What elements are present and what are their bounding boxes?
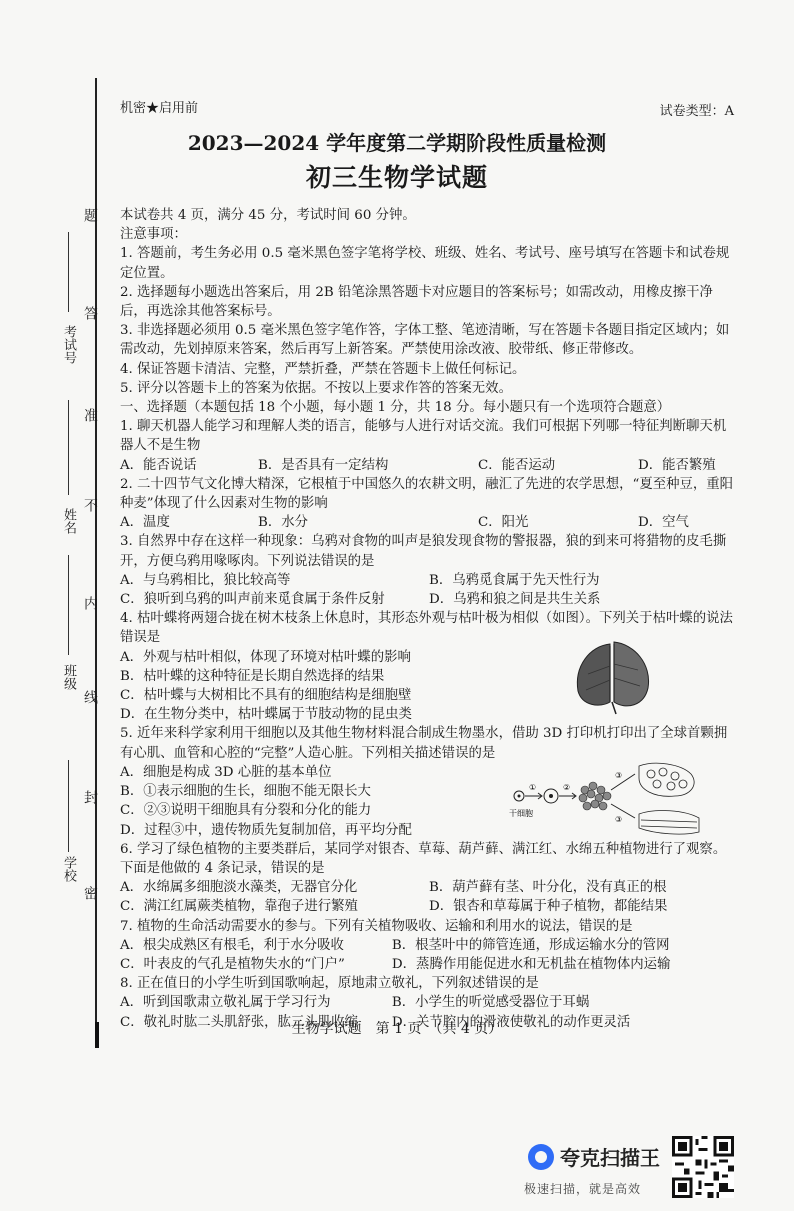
option: C．敬礼时肱二头肌舒张，肱三头肌收缩 [120,1014,358,1030]
seal-word: 不 [82,498,98,512]
margin-blank-line [68,760,69,852]
option: D．银杏和草莓属于种子植物，都能结果 [429,899,668,915]
notes-heading: 注意事项： [120,227,187,243]
step-2-label: ② [563,783,571,792]
note-item: 1. 答题前，考生务必用 0.5 毫米黑色签字笔将学校、班级、姓名、考试号、座号填写在答题卡和试卷规定位置。 [120,246,730,281]
question-stem: 1. 聊天机器人能学习和理解人类的语言，能够与人进行对话交流。我们可根据下列哪一特征判断聊天机器人不是生物 [120,419,727,454]
option: A．与乌鸦相比，狼比较高等 [120,572,291,588]
question-stem: 7. 植物的生命活动需要水的参与。下列有关植物吸收、运输和利用水的说法，错误的是 [120,918,633,934]
option: C．阳光 [478,515,529,531]
binding-margin-rule [95,78,97,1048]
question-stem: 3. 自然界中存在这样一种现象：乌鸦对食物的叫声是狼发现食物的警报器，狼的到来可将猎物的皮毛撕开，方便乌鸦用喙啄肉。下列说法错误的是 [120,534,727,569]
question-stem: 5. 近年来科学家利用干细胞以及其他生物材料混合制成生物墨水，借助 3D 打印机打印出了全球首颗拥有心肌、血管和心腔的“完整”人造心脏。下列相关描述错误的是 [120,726,728,761]
option: A．根尖成熟区有根毛，利于水分吸收 [120,937,344,953]
seal-word: 封 [82,790,98,804]
margin-blank-line [68,400,69,495]
option: B．①表示细胞的生长，细胞不能无限长大 [120,784,371,800]
tissue-a [639,763,694,796]
option: D．空气 [638,515,689,531]
option: D．蒸腾作用能促进水和无机盐在植物体内运输 [391,956,671,972]
seal-word: 答 [82,306,98,320]
option: D．过程③中，遗传物质先复制加倍，再平均分配 [120,822,412,838]
option: C．能否运动 [478,457,556,473]
seal-word: 线 [82,690,98,704]
option: C．满江红属蕨类植物，靠孢子进行繁殖 [120,899,358,915]
stem-cell-label: 干细胞 [509,809,533,818]
seal-word: 题 [82,208,98,222]
exam-subtitle: 初三生物学试题 [305,163,488,192]
margin-field-exam-number: 考试号 [61,325,76,364]
question-options [120,878,738,897]
option: A．细胞是构成 3D 心脏的基本单位 [120,764,332,780]
option: A．水绵属多细胞淡水藻类，无器官分化 [120,880,358,896]
option: A．温度 [120,515,170,531]
scanner-watermark [522,1140,668,1200]
exam-summary: 本试卷共 4 页，满分 45 分，考试时间 60 分钟。 [120,208,416,223]
page-footer: 生物学试题 第 1 页 （共 4 页） [291,1021,503,1037]
margin-field-name: 姓名 [61,508,76,534]
margin-blank-line [68,555,69,655]
question-options [120,955,738,974]
question-options [120,993,738,1012]
stem-cell-diagram [505,762,705,842]
option: B．小学生的听觉感受器位于耳蜗 [391,995,590,1011]
question-stem: 6. 学习了绿色植物的主要类群后，某同学对银杏、草莓、葫芦藓、满江红、水绵五种植物进行了观察。下面是他做的 4 条记录，错误的是 [120,841,727,876]
seal-word: 密 [82,886,98,900]
question-stem: 8. 正在值日的小学生听到国歌响起，原地肃立敬礼，下列叙述错误的是 [120,976,539,992]
question-options [120,571,738,590]
question-stem: 2. 二十四节气文化博大精深，它根植于中国悠久的农耕文明，融汇了先进的农学思想，“夏至种豆，重阳种麦”体现了什么因素对生物的影响 [120,476,734,512]
seal-word: 内 [82,596,98,610]
note-item: 2. 选择题每小题选出答案后，用 2B 铅笔涂黑答题卡对应题目的答案标号；如需改动，用橡皮擦干净后，再选涂其他答案标号。 [120,284,713,320]
margin-blank-line [68,232,69,312]
margin-field-class: 班级 [61,664,76,690]
tissue-b [639,811,699,835]
note-item: 5. 评分以答题卡上的答案为依据。不按以上要求作答的答案无效。 [120,380,512,396]
scanner-slogan: 极速扫描，就是高效 [524,1182,642,1196]
scanner-logo-icon [528,1144,554,1170]
option: C．叶表皮的气孔是植物失水的“门户” [120,956,345,972]
option: D．在生物分类中，枯叶蝶属于节肢动物的昆虫类 [120,707,412,723]
option: B．葫芦藓有茎、叶分化，没有真正的根 [429,880,667,896]
option: C．②③说明干细胞具有分裂和分化的能力 [120,803,372,819]
exam-title: 2023—2024 学年度第二学期阶段性质量检测 [187,131,607,155]
option: B．水分 [258,515,309,531]
leaf-butterfly-figure [570,636,655,716]
question-options [120,456,738,475]
option: C．枯叶蝶与大树相比不具有的细胞结构是细胞壁 [120,688,412,704]
confidential-label: 机密★启用前 [120,101,199,116]
step-3-label: ③ [615,815,623,824]
question-stem: 4. 枯叶蝶将两翅合拢在树木枝条上休息时，其形态外观与枯叶极为相似（如图）。下列关于枯叶蝶的说法错误是 [120,611,733,646]
paper-type-label: 试卷类型：A [659,104,734,119]
margin-field-school: 学校 [61,856,76,882]
scanner-brand-name: 夸克扫描王 [560,1146,660,1170]
option: A．听到国歌肃立敬礼属于学习行为 [120,995,331,1011]
option: B．枯叶蝶的这种特征是长期自然选择的结果 [120,668,385,684]
option: B．乌鸦觅食属于先天性行为 [429,572,600,588]
question-options [120,513,738,532]
option: D．关节腔内的滑液使敬礼的动作更灵活 [391,1014,631,1030]
step-3-label: ③ [615,771,623,780]
section-heading: 一、选择题（本题包括 18 个小题，每小题 1 分，共 18 分。每小题只有一个选项符合题意） [120,400,671,416]
note-item: 4. 保证答题卡清洁、完整，严禁折叠，严禁在答题卡上做任何标记。 [120,361,526,377]
note-item: 3. 非选择题必须用 0.5 毫米黑色签字笔作答，字体工整、笔迹清晰，写在答题卡各题目指定区域内；如需改动，先划掉原来答案，然后再写上新答案。严禁使用涂改液、胶带纸、修正带修改。 [120,323,730,358]
option: D．能否繁殖 [638,457,716,473]
option: A．外观与枯叶相似，体现了环境对枯叶蝶的影响 [120,649,411,665]
question-options [120,590,738,609]
cell-cluster [579,782,611,810]
question-options [120,936,738,955]
seal-word: 准 [82,408,98,422]
option: A．能否说话 [120,457,197,473]
option: D．乌鸦和狼之间是共生关系 [429,592,601,608]
option: B．根茎叶中的筛管连通，形成运输水分的管网 [391,937,670,953]
option: C．狼听到乌鸦的叫声前来觅食属于条件反射 [120,592,385,608]
qr-code-icon [672,1136,734,1198]
question-options [120,897,738,916]
option: B．是否具有一定结构 [258,457,389,473]
exam-content [120,206,738,1032]
step-1-label: ① [529,783,537,792]
